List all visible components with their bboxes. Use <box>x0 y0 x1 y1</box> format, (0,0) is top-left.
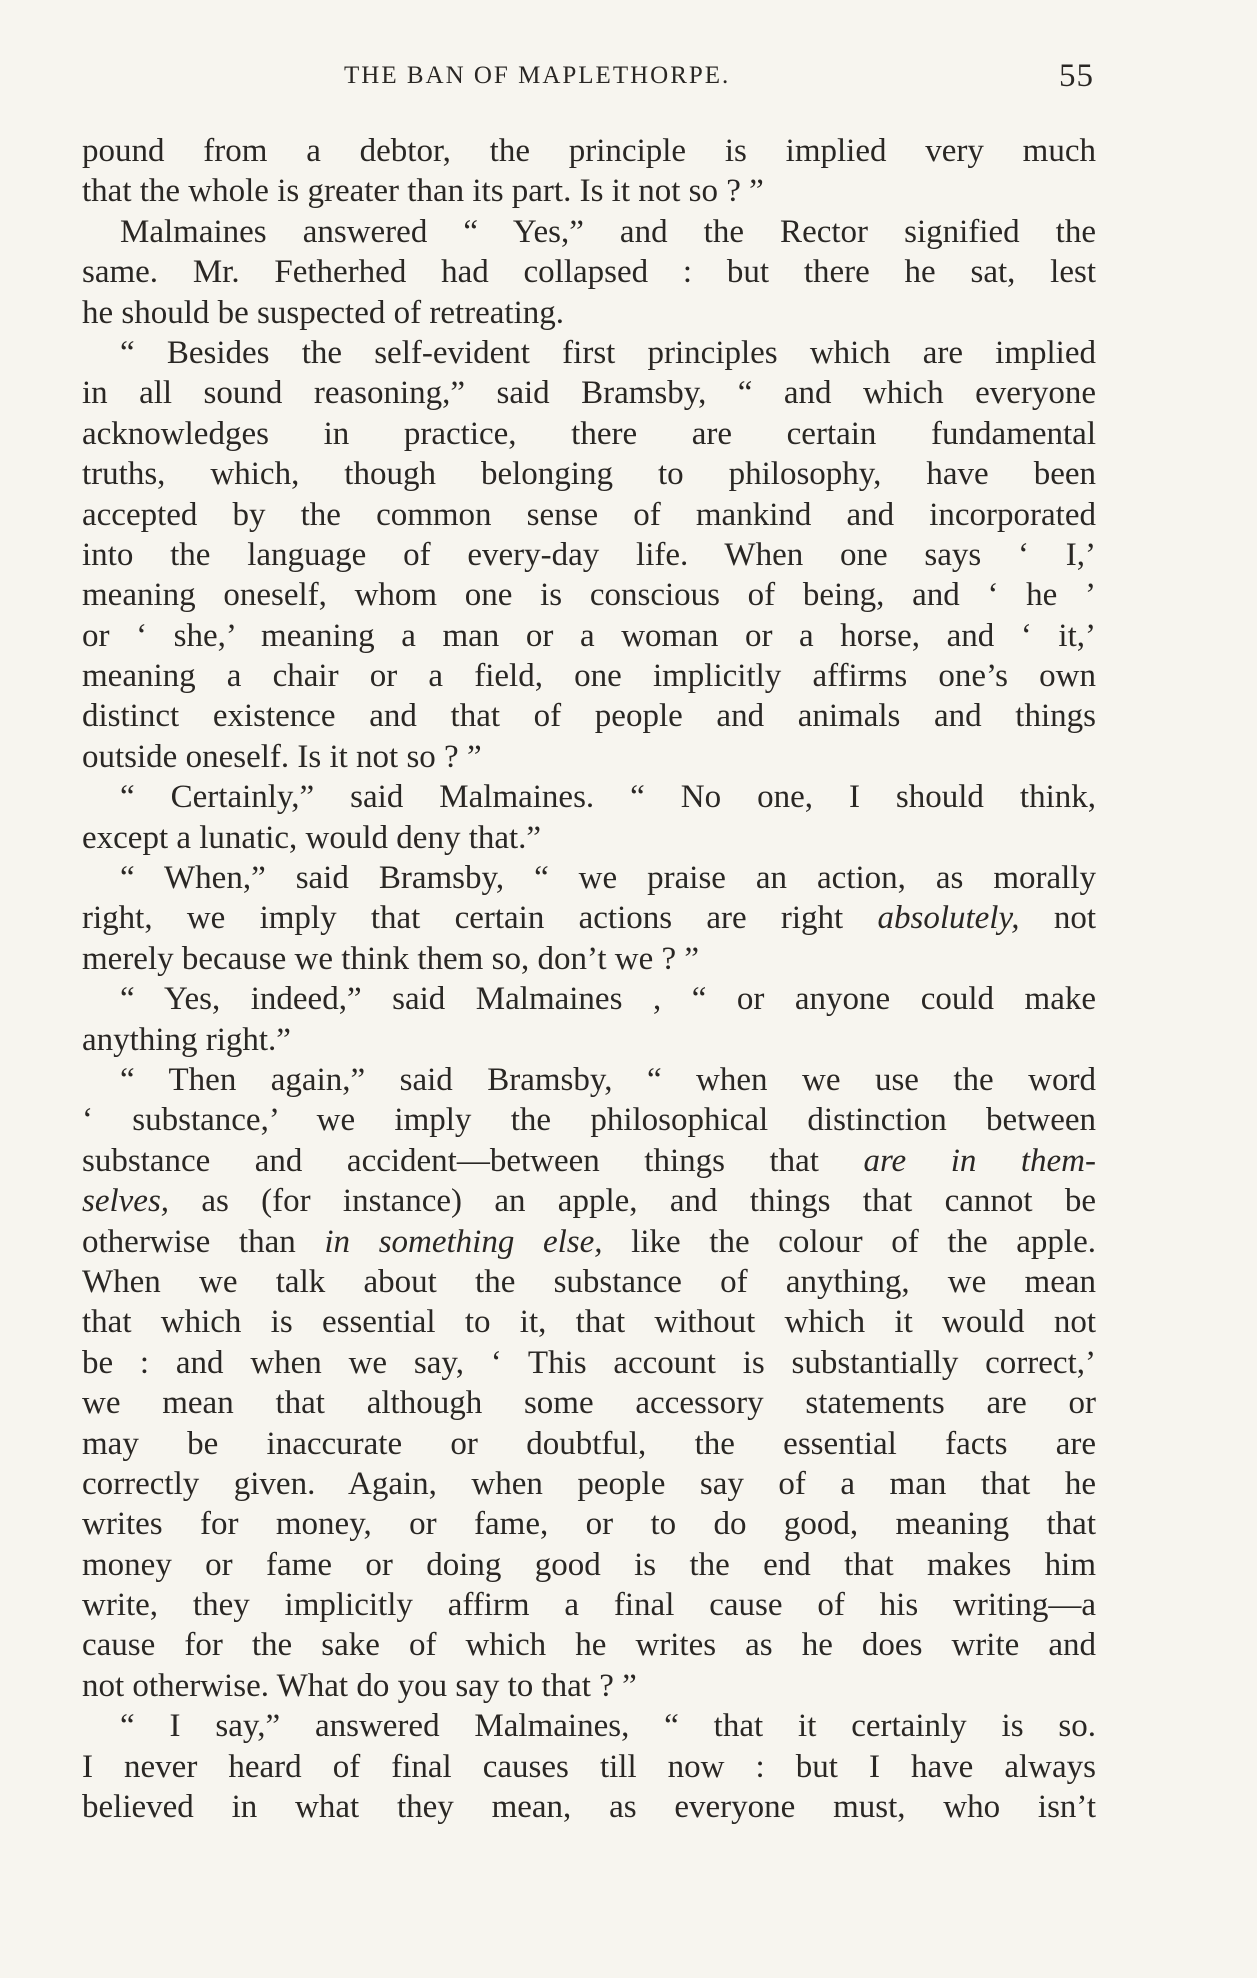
text-line <box>82 414 1096 454</box>
text-line <box>82 656 1096 696</box>
line-text: otherwise than <box>82 1223 325 1260</box>
line-text: ‘ substance,’ we imply the philosophical distinction between <box>82 1102 1096 1139</box>
italic-text: in something else, <box>324 1223 603 1260</box>
text-line <box>82 1343 1096 1383</box>
text-line <box>82 939 1096 979</box>
line-text: merely because we think them so, don’t we ? ” <box>82 940 700 977</box>
italic-text: selves, <box>82 1183 170 1220</box>
text-line <box>82 1585 1096 1625</box>
line-text: that which is essential to it, that without which it would not <box>82 1304 1096 1341</box>
text-line <box>82 696 1096 736</box>
line-text: correctly given. Again, when people say of a man that he <box>82 1465 1096 1502</box>
text-line <box>82 454 1096 494</box>
line-text: “ Then again,” said Bramsby, “ when we use the word <box>120 1061 1096 1098</box>
text-line <box>82 1787 1096 1827</box>
line-text: Malmaines answered “ Yes,” and the Rector signified the <box>120 213 1096 250</box>
italic-text: absolutely, <box>877 900 1020 937</box>
text-line <box>82 1302 1096 1342</box>
line-text: acknowledges in practice, there are certain fundamental <box>82 415 1096 452</box>
line-text: that the whole is greater than its part. Is it not so ? ” <box>82 173 764 210</box>
text-line <box>82 1625 1096 1665</box>
text-line <box>82 858 1096 898</box>
text-line <box>82 1464 1096 1504</box>
text-line <box>82 1383 1096 1423</box>
text-line <box>82 1222 1096 1262</box>
text-line <box>82 1020 1096 1060</box>
text-line <box>82 212 1096 252</box>
line-text: he should be suspected of retreating. <box>82 294 565 331</box>
text-line <box>82 616 1096 656</box>
line-text: anything right.” <box>82 1021 291 1058</box>
page-number: 55 <box>1059 58 1094 94</box>
text-line <box>82 171 1096 211</box>
text-line <box>82 1545 1096 1585</box>
text-line <box>82 293 1096 333</box>
line-text: meaning a chair or a field, one implicitly affirms one’s own <box>82 658 1096 695</box>
line-text: we mean that although some accessory statements are or <box>82 1385 1096 1422</box>
line-text: When we talk about the substance of anything, we mean <box>82 1263 1096 1300</box>
text-line <box>82 1747 1096 1787</box>
line-text: be : and when we say, ‘ This account is substantially correct,’ <box>82 1344 1096 1381</box>
line-text: substance and accident—between things that <box>82 1142 864 1179</box>
line-text: or ‘ she,’ meaning a man or a woman or a horse, and ‘ it,’ <box>82 617 1096 654</box>
text-line <box>82 979 1096 1019</box>
line-text: meaning oneself, whom one is conscious of being, and ‘ he ’ <box>82 577 1096 614</box>
body-text <box>82 131 1096 1827</box>
line-text: “ Certainly,” said Malmaines. “ No one, I should think, <box>120 779 1096 816</box>
text-line <box>82 575 1096 615</box>
line-text: cause for the sake of which he writes as he does write and <box>82 1627 1096 1664</box>
text-line <box>82 333 1096 373</box>
text-line <box>82 495 1096 535</box>
text-line <box>82 535 1096 575</box>
text-line <box>82 1504 1096 1544</box>
line-text: “ When,” said Bramsby, “ we praise an action, as morally <box>120 860 1096 897</box>
text-line <box>82 131 1096 171</box>
line-text: money or fame or doing good is the end that makes him <box>82 1546 1096 1583</box>
line-text: into the language of every-day life. When one says ‘ I,’ <box>82 536 1096 573</box>
text-line <box>82 1424 1096 1464</box>
line-text: believed in what they mean, as everyone must, who isn’t <box>82 1789 1096 1826</box>
line-text: like the colour of the apple. <box>602 1223 1096 1260</box>
text-line <box>82 1666 1096 1706</box>
line-text: in all sound reasoning,” said Bramsby, “ and which everyone <box>82 375 1096 412</box>
line-text: as (for instance) an apple, and things that cannot be <box>169 1183 1096 1220</box>
line-text: may be inaccurate or doubtful, the essential facts are <box>82 1425 1096 1462</box>
line-text: same. Mr. Fetherhed had collapsed : but there he sat, lest <box>82 254 1096 291</box>
line-text: truths, which, though belonging to philosophy, have been <box>82 456 1096 493</box>
line-text: not <box>1019 900 1096 937</box>
line-text: outside oneself. Is it not so ? ” <box>82 738 482 775</box>
text-line <box>82 1181 1096 1221</box>
line-text: I never heard of final causes till now : but I have always <box>82 1748 1096 1785</box>
line-text: write, they implicitly affirm a final cause of his writing—a <box>82 1587 1096 1624</box>
text-line <box>82 1060 1096 1100</box>
line-text: right, we imply that certain actions are right <box>82 900 878 937</box>
text-line <box>82 1262 1096 1302</box>
line-text: distinct existence and that of people and animals and things <box>82 698 1096 735</box>
text-line <box>82 1706 1096 1746</box>
line-text: “ Besides the self-evident first principles which are implied <box>120 334 1096 371</box>
line-text: accepted by the common sense of mankind and incorporated <box>82 496 1096 533</box>
line-text: not otherwise. What do you say to that ? ” <box>82 1667 637 1704</box>
text-line <box>82 1141 1096 1181</box>
text-line <box>82 1100 1096 1140</box>
text-line <box>82 777 1096 817</box>
text-line <box>82 252 1096 292</box>
line-text: writes for money, or fame, or to do good, meaning that <box>82 1506 1096 1543</box>
line-text: except a lunatic, would deny that.” <box>82 819 542 856</box>
running-header <box>82 58 1094 102</box>
text-line <box>82 898 1096 938</box>
text-line <box>82 373 1096 413</box>
running-title: THE BAN OF MAPLETHORPE. <box>344 62 731 89</box>
line-text: “ Yes, indeed,” said Malmaines , “ or anyone could make <box>120 981 1096 1018</box>
italic-text: are in them- <box>863 1142 1096 1179</box>
text-line <box>82 818 1096 858</box>
line-text: pound from a debtor, the principle is implied very much <box>82 133 1096 169</box>
line-text: “ I say,” answered Malmaines, “ that it certainly is so. <box>120 1708 1096 1745</box>
text-line <box>82 737 1096 777</box>
